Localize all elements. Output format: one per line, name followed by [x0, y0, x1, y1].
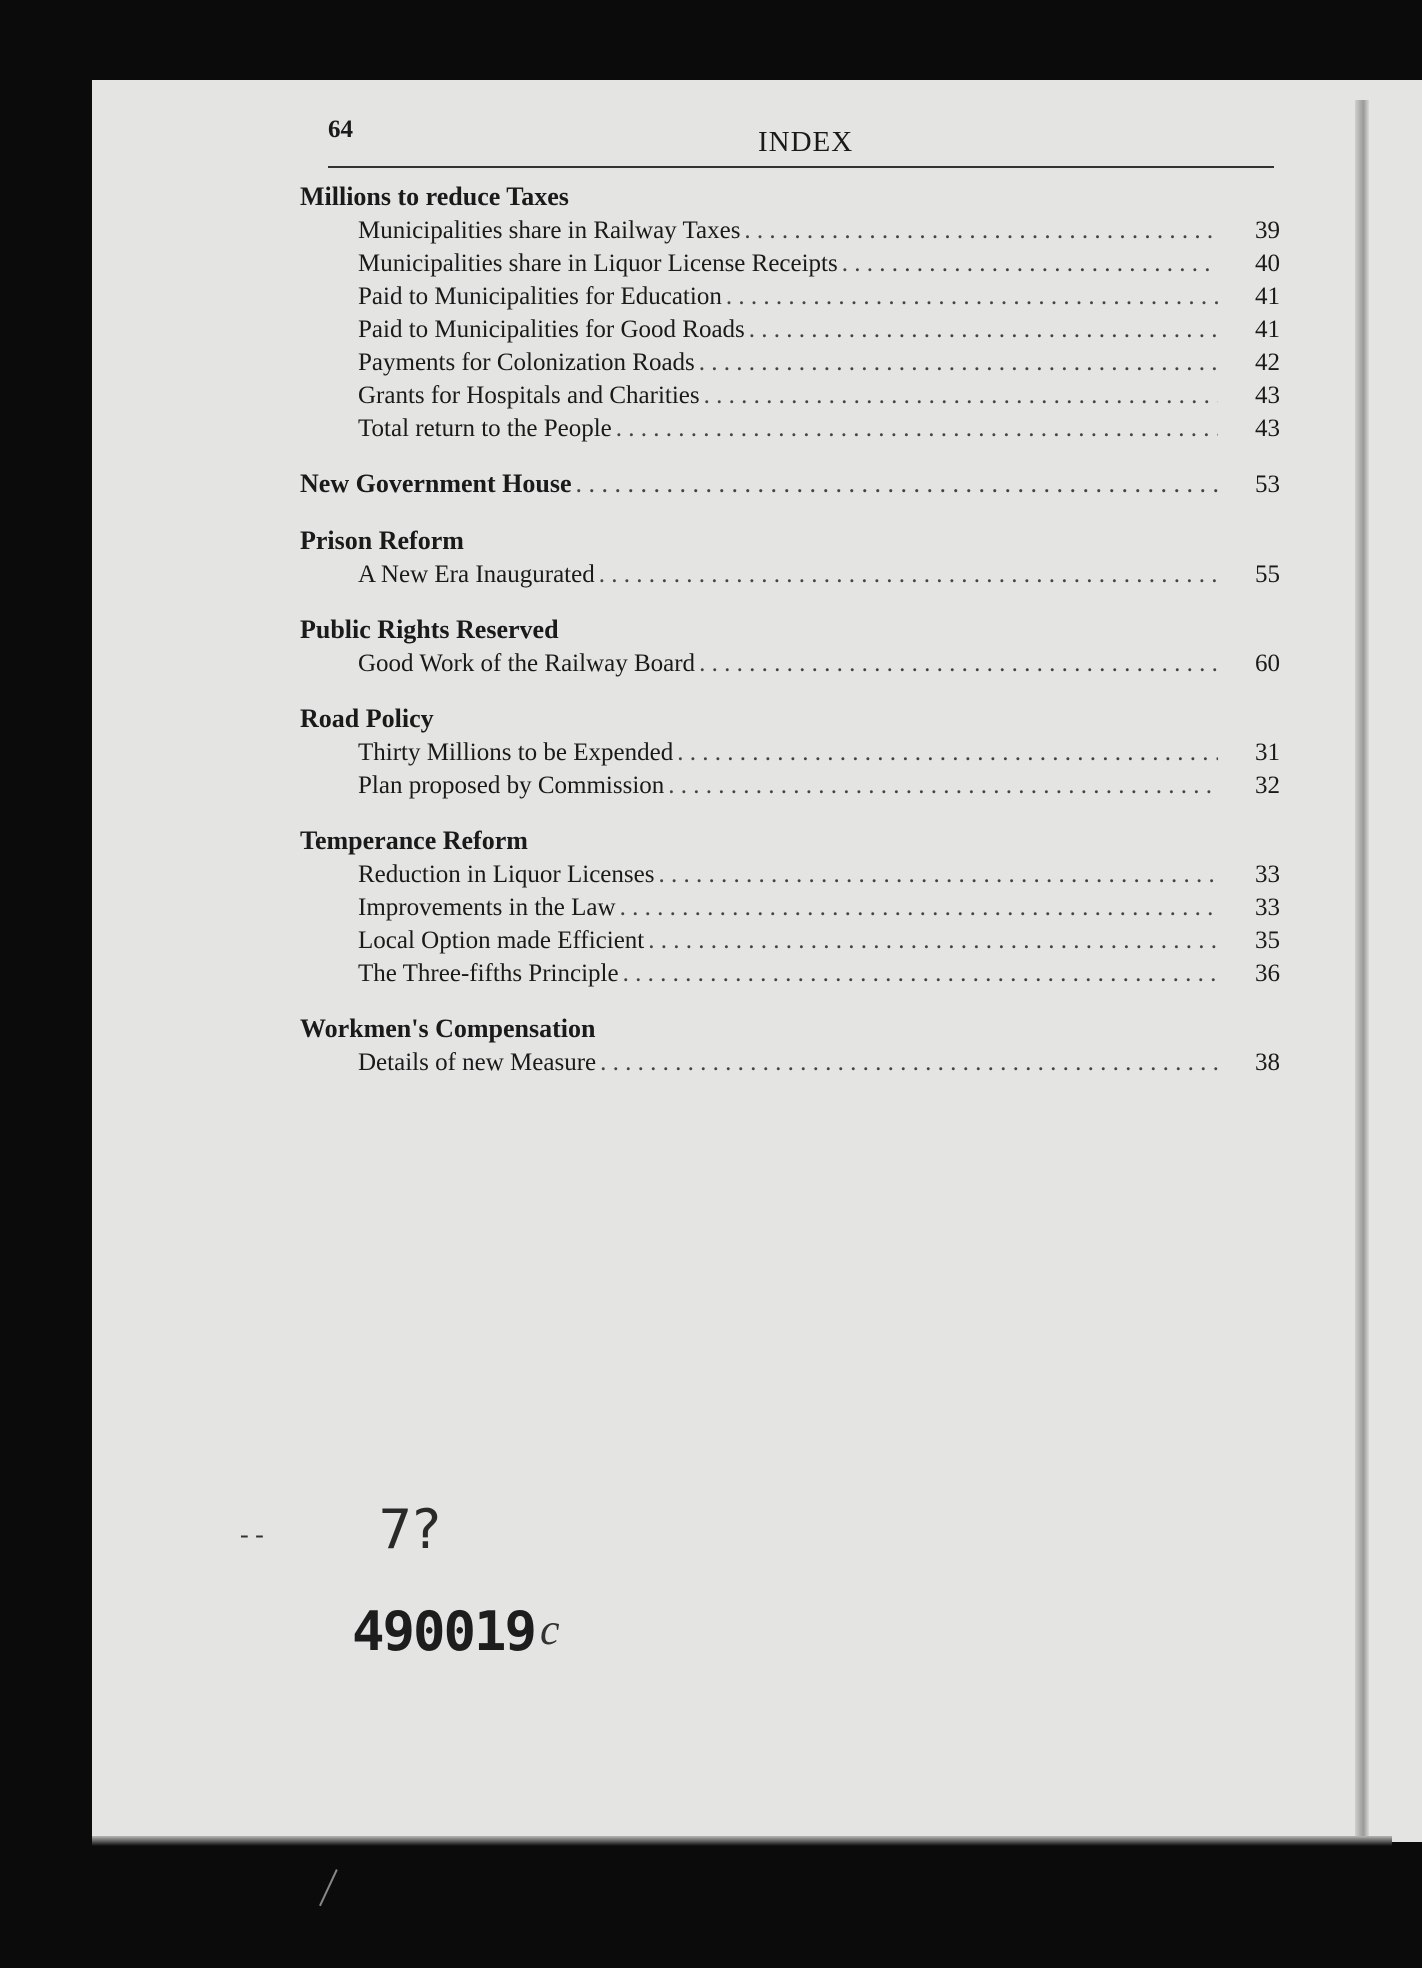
index-entry	[300, 558, 1280, 591]
entry-page: 41	[1255, 283, 1280, 310]
index-entry	[300, 736, 1280, 769]
entry-label: Municipalities share in Liquor License Receipts	[358, 250, 838, 277]
index-section	[300, 824, 1280, 990]
leader-dots	[740, 214, 1218, 247]
index-entry	[300, 346, 1280, 379]
index-entry	[300, 891, 1280, 924]
leader-dots	[572, 467, 1218, 501]
leader-dots	[595, 558, 1218, 591]
entry-label: Total return to the People	[358, 415, 612, 442]
entry-label: Plan proposed by Commission	[358, 772, 665, 799]
page-header	[328, 112, 1274, 172]
entry-label: Paid to Municipalities for Good Roads	[358, 316, 745, 343]
entry-page: 41	[1255, 316, 1280, 343]
section-heading: Workmen's Compensation	[300, 1014, 596, 1043]
page-shadow	[92, 1836, 1392, 1846]
entry-label: Improvements in the Law	[358, 894, 616, 921]
entry-page: 36	[1255, 960, 1280, 987]
index-entry	[300, 280, 1280, 313]
entry-page: 39	[1255, 217, 1280, 244]
leader-dots	[612, 412, 1218, 445]
index-section	[300, 702, 1280, 802]
entry-page: 33	[1255, 894, 1280, 921]
leader-dots	[619, 957, 1218, 990]
running-head: INDEX	[758, 126, 854, 158]
entry-label: Paid to Municipalities for Education	[358, 283, 722, 310]
handwritten-mark: c	[540, 1605, 560, 1654]
index-list	[300, 180, 1280, 1101]
index-entry	[300, 957, 1280, 990]
entry-page: 31	[1255, 739, 1280, 766]
index-entry	[300, 379, 1280, 412]
section-heading: Millions to reduce Taxes	[300, 182, 569, 211]
leader-dots	[664, 769, 1218, 802]
entry-label: Municipalities share in Railway Taxes	[358, 217, 741, 244]
index-section	[300, 180, 1280, 445]
leader-dots	[722, 280, 1218, 313]
leader-dots	[644, 924, 1218, 957]
entry-page: 53	[1255, 471, 1280, 498]
index-section	[300, 467, 1280, 502]
entry-label: Grants for Hospitals and Charities	[358, 382, 700, 409]
header-rule	[328, 166, 1274, 168]
entry-page: 38	[1255, 1049, 1280, 1076]
entry-label: The Three-fifths Principle	[358, 960, 619, 987]
index-section	[300, 1012, 1280, 1079]
entry-page: 60	[1255, 650, 1280, 677]
leader-dots	[673, 736, 1218, 769]
index-entry	[300, 467, 1280, 502]
page-number: 64	[328, 116, 353, 143]
index-entry	[300, 214, 1280, 247]
entry-label: Reduction in Liquor Licenses	[358, 861, 655, 888]
index-entry	[300, 313, 1280, 346]
leader-dots	[695, 346, 1218, 379]
pen-mark	[319, 1869, 365, 1919]
section-heading: Public Rights Reserved	[300, 615, 559, 644]
entry-page: 55	[1255, 561, 1280, 588]
index-section	[300, 613, 1280, 680]
index-entry	[300, 247, 1280, 280]
index-section	[300, 524, 1280, 591]
accession-number-stamp: 490019	[352, 1600, 536, 1663]
stamp-dash: - -	[240, 1520, 264, 1549]
index-entry	[300, 924, 1280, 957]
entry-label: Thirty Millions to be Expended	[358, 739, 674, 766]
index-entry	[300, 1046, 1280, 1079]
entry-label: Good Work of the Railway Board	[358, 650, 696, 677]
index-entry	[300, 647, 1280, 680]
leader-dots	[596, 1046, 1218, 1079]
leader-dots	[838, 247, 1218, 280]
section-heading: Prison Reform	[300, 526, 464, 555]
leader-dots	[700, 379, 1218, 412]
page-edge	[1355, 100, 1369, 1840]
entry-label: Details of new Measure	[358, 1049, 597, 1076]
entry-page: 35	[1255, 927, 1280, 954]
entry-label: Payments for Colonization Roads	[358, 349, 695, 376]
entry-page: 40	[1255, 250, 1280, 277]
entry-page: 32	[1255, 772, 1280, 799]
leader-dots	[616, 891, 1218, 924]
entry-label: Local Option made Efficient	[358, 927, 645, 954]
section-heading: Road Policy	[300, 704, 434, 733]
leader-dots	[745, 313, 1218, 346]
entry-page: 43	[1255, 415, 1280, 442]
entry-page: 43	[1255, 382, 1280, 409]
leader-dots	[695, 647, 1218, 680]
index-entry	[300, 769, 1280, 802]
index-entry	[300, 412, 1280, 445]
library-stamp-small: 7?	[378, 1498, 442, 1561]
section-heading: New Government House	[300, 469, 572, 498]
entry-page: 33	[1255, 861, 1280, 888]
entry-page: 42	[1255, 349, 1280, 376]
index-entry	[300, 858, 1280, 891]
section-heading: Temperance Reform	[300, 826, 528, 855]
leader-dots	[654, 858, 1218, 891]
entry-label: A New Era Inaugurated	[358, 561, 595, 588]
